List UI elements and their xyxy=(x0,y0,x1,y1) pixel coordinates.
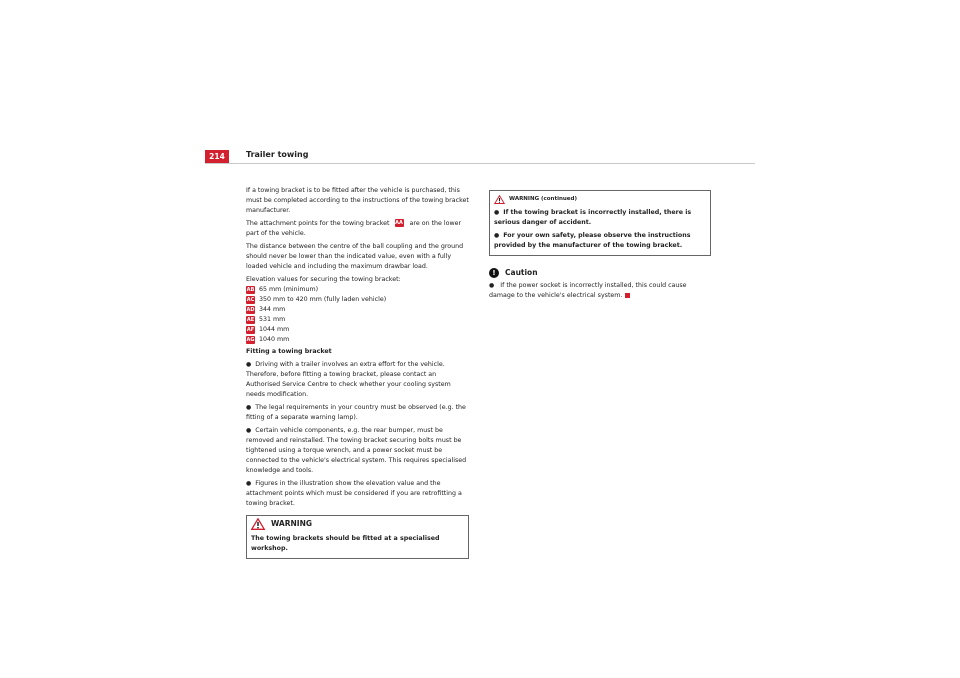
warning-continued-box xyxy=(489,190,711,256)
fitting-bullet: ● Driving with a trailer involves an extra effort for the vehicle. Therefore, before fitting a towing bracket, please contact an Authorised Service Centre to check whether your cooling system needs modification. xyxy=(246,360,469,400)
caution-text: If the power socket is incorrectly installed, this could cause damage to the vehicle's electrical system. xyxy=(489,282,687,299)
fitting-heading: Fitting a towing bracket xyxy=(246,348,332,355)
warning-text: The towing brackets should be fitted at a specialised workshop. xyxy=(251,535,440,552)
elevation-item xyxy=(246,285,469,295)
elevation-item xyxy=(246,315,469,325)
warning-triangle-icon xyxy=(251,518,265,530)
elevation-intro: Elevation values for securing the towing bracket: xyxy=(246,276,401,283)
page-number: 214 xyxy=(205,150,229,163)
fitting-bullet: ● Certain vehicle components, e.g. the rear bumper, must be removed and reinstalled. The towing bracket securing bolts must be tightened using a torque wrench, and a power socket must be connected to the vehicle's electrical system. This requires specialised knowledge and tools. xyxy=(246,426,469,476)
elevation-value: 350 mm to 420 mm (fully laden vehicle) xyxy=(259,296,387,303)
elevation-list xyxy=(246,285,469,345)
warning-label: WARNING xyxy=(271,519,313,528)
callout-badge: AD xyxy=(246,307,255,313)
warning-bullet: ● For your own safety, please observe the instructions provided by the manufacturer of the towing bracket. xyxy=(494,231,706,251)
attachment-text-after: are on the lower part of the vehicle. xyxy=(246,220,462,237)
callout-badge: AG xyxy=(246,337,255,343)
elevation-item xyxy=(246,325,469,335)
warning-continued-header xyxy=(494,194,706,204)
callout-badge: AE xyxy=(246,317,255,323)
caution-header xyxy=(489,268,711,278)
attachment-paragraph xyxy=(246,219,469,239)
elevation-value: 1040 mm xyxy=(259,336,290,343)
caution-paragraph xyxy=(489,281,711,301)
elevation-value: 344 mm xyxy=(259,306,286,313)
fitting-bullet: ● The legal requirements in your country must be observed (e.g. the fitting of a separate warning lamp). xyxy=(246,403,469,423)
callout-badge-aa: AA xyxy=(395,220,403,226)
callout-badge: AB xyxy=(246,287,255,293)
callout-badge: AC xyxy=(246,297,255,303)
attachment-text-before: The attachment points for the towing bracket xyxy=(246,220,390,227)
warning-bullet: ● If the towing bracket is incorrectly installed, there is serious danger of accident. xyxy=(494,208,706,228)
elevation-item xyxy=(246,295,469,305)
caution-exclamation-icon: ! xyxy=(489,268,499,278)
elevation-value: 65 mm (minimum) xyxy=(259,286,319,293)
warning-continued-label: WARNING (continued) xyxy=(509,196,577,202)
left-column xyxy=(246,186,469,559)
intro-paragraph: If a towing bracket is to be fitted after the vehicle is purchased, this must be completed according to the instructions of the towing bracket manufacturer. xyxy=(246,187,469,214)
warning-header xyxy=(251,518,464,530)
caution-label: Caution xyxy=(505,268,538,277)
chapter-title: Trailer towing xyxy=(246,150,309,159)
end-of-section-icon xyxy=(625,293,630,298)
elevation-item xyxy=(246,335,469,345)
elevation-value: 1044 mm xyxy=(259,326,290,333)
warning-triangle-icon xyxy=(494,195,505,204)
fitting-bullet: ● Figures in the illustration show the elevation value and the attachment points which must be considered if you are retrofitting a towing bracket. xyxy=(246,479,469,509)
header-divider xyxy=(205,163,755,164)
warning-box xyxy=(246,515,469,559)
right-column xyxy=(489,190,711,304)
distance-paragraph: The distance between the centre of the ball coupling and the ground should never be lower than the indicated value, even with a fully loaded vehicle and including the maximum drawbar load. xyxy=(246,243,464,270)
elevation-value: 531 mm xyxy=(259,316,286,323)
elevation-item xyxy=(246,305,469,315)
callout-badge: AF xyxy=(246,327,255,333)
